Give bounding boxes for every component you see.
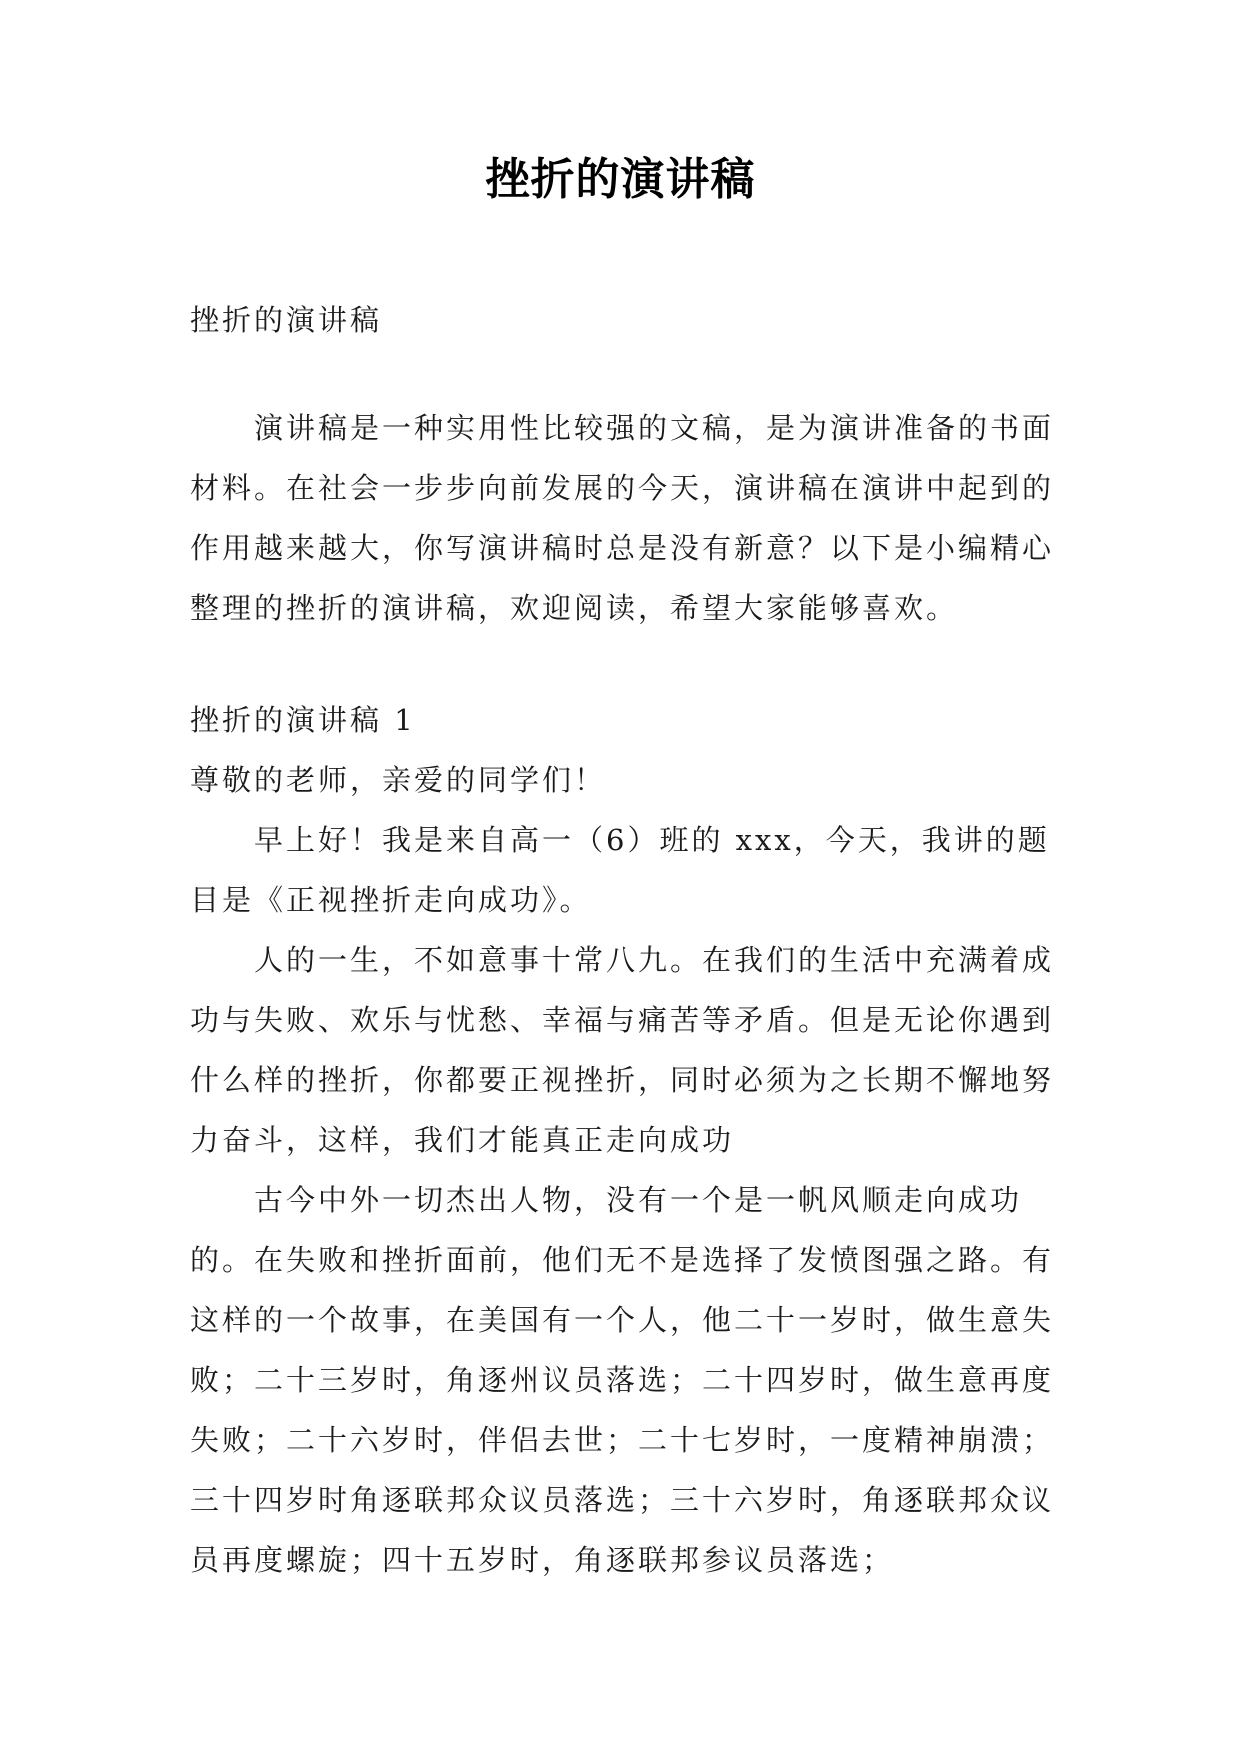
body-paragraph: 人的一生，不如意事十常八九。在我们的生活中充满着成功与失败、欢乐与忧愁、幸福与痛苦等矛盾。但是无论你遇到什么样的挫折，你都要正视挫折，同时必须为之长期不懈地努力奋斗，这样，我们才能真正走向成功	[190, 943, 1055, 1157]
body-paragraph: 古今中外一切杰出人物，没有一个是一帆风顺走向成功的。在失败和挫折面前，他们无不是选择了发愤图强之路。有这样的一个故事，在美国有一个人，他二十一岁时，做生意失败；二十三岁时，角逐州议员落选；二十四岁时，做生意再度失败；二十六岁时，伴侣去世；二十七岁时，一度精神崩溃；三十四岁时角逐联邦众议员落选；三十六岁时，角逐联邦众议员再度螺旋；四十五岁时，角逐联邦参议员落选；	[190, 1183, 1055, 1577]
intro-paragraph: 演讲稿是一种实用性比较强的文稿，是为演讲准备的书面材料。在社会一步步向前发展的今天，演讲稿在演讲中起到的作用越来越大，你写演讲稿时总是没有新意？以下是小编精心整理的挫折的演讲稿，欢迎阅读，希望大家能够喜欢。	[190, 411, 1055, 625]
body-paragraph: 早上好！我是来自高一（6）班的 xxx，今天，我讲的题目是《正视挫折走向成功》。	[190, 823, 1050, 917]
section-heading: 挫折的演讲稿 1	[190, 703, 416, 737]
greeting-line: 尊敬的老师，亲爱的同学们！	[190, 763, 607, 797]
document-subtitle: 挫折的演讲稿	[190, 303, 383, 337]
document-body	[190, 290, 1070, 1590]
document-title: 挫折的演讲稿	[485, 154, 756, 205]
